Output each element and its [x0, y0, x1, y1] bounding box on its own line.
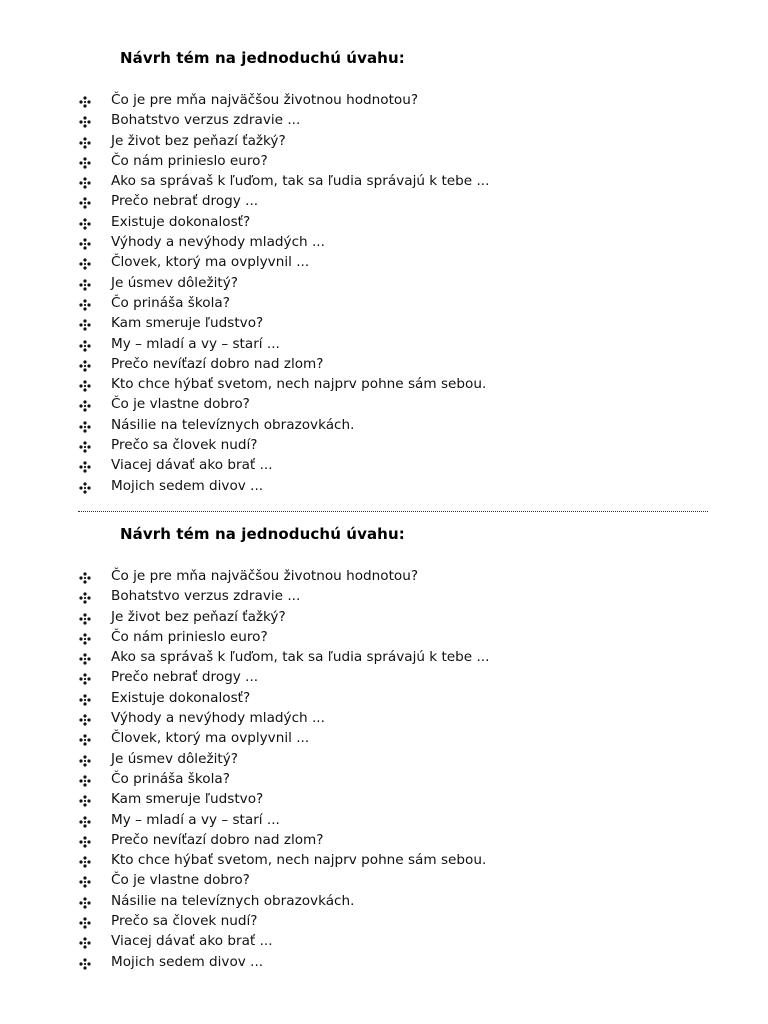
list-item-text: Ako sa správaš k ľuďom, tak sa ľudia správajú k tebe ... — [111, 173, 490, 190]
diamond-dots-icon — [79, 692, 91, 704]
list-item-text: Mojich sedem divov ... — [111, 477, 264, 494]
list-item-text: Mojich sedem divov ... — [111, 953, 264, 970]
list-item-text: Je úsmev dôležitý? — [111, 274, 238, 291]
list-item-text: Prečo nebrať drogy ... — [111, 669, 259, 686]
diamond-dots-icon — [79, 114, 91, 126]
list-item-text: Ako sa správaš k ľuďom, tak sa ľudia správajú k tebe ... — [111, 649, 490, 666]
diamond-dots-icon — [79, 814, 91, 826]
diamond-dots-icon — [79, 651, 91, 663]
list-item-text: Prečo sa človek nudí? — [111, 913, 258, 930]
list-item-text: Bohatstvo verzus zdravie ... — [111, 112, 301, 129]
diamond-dots-icon — [79, 277, 91, 289]
diamond-dots-icon — [79, 398, 91, 410]
diamond-dots-icon — [79, 753, 91, 765]
list-item-text: Viacej dávať ako brať ... — [111, 933, 273, 950]
list-item-text: Čo prináša škola? — [111, 294, 230, 311]
diamond-dots-icon — [79, 732, 91, 744]
list-item-text: Čo nám prinieslo euro? — [111, 152, 268, 169]
list-item-text: Kam smeruje ľudstvo? — [111, 315, 264, 332]
diamond-dots-icon — [79, 236, 91, 248]
list-item-text: Prečo sa človek nudí? — [111, 437, 258, 454]
diamond-dots-icon — [79, 358, 91, 370]
list-item-text: Násilie na televíznych obrazovkách. — [111, 416, 355, 433]
diamond-dots-icon — [79, 671, 91, 683]
list-item-text: Prečo nevíťazí dobro nad zlom? — [111, 831, 324, 848]
diamond-dots-icon — [79, 773, 91, 785]
list-item-text: Je život bez peňazí ťažký? — [111, 132, 286, 149]
list-item-text: Človek, ktorý ma ovplyvnil ... — [111, 254, 310, 271]
list-item-text: Čo nám prinieslo euro? — [111, 628, 268, 645]
diamond-dots-icon — [79, 135, 91, 147]
list-item-text: Výhody a nevýhody mladých ... — [111, 234, 325, 251]
list-item-text: Násilie na televíznych obrazovkách. — [111, 892, 355, 909]
topic-section-1 — [0, 47, 768, 494]
list-item-text: Čo prináša škola? — [111, 770, 230, 787]
diamond-dots-icon — [79, 94, 91, 106]
list-item-text: Je život bez peňazí ťažký? — [111, 608, 286, 625]
list-item-text: Čo je pre mňa najväčšou životnou hodnotou? — [111, 92, 419, 108]
diamond-dots-icon — [79, 611, 91, 623]
section-title: Návrh tém na jednoduchú úvahu: — [120, 49, 405, 67]
list-item-text: Výhody a nevýhody mladých ... — [111, 710, 325, 727]
list-item-text: Viacej dávať ako brať ... — [111, 457, 273, 474]
list-item-text: Je úsmev dôležitý? — [111, 750, 238, 767]
diamond-dots-icon — [79, 915, 91, 927]
diamond-dots-icon — [79, 155, 91, 167]
list-item-text: Kam smeruje ľudstvo? — [111, 791, 264, 808]
diamond-dots-icon — [79, 834, 91, 846]
diamond-dots-icon — [79, 419, 91, 431]
diamond-dots-icon — [79, 480, 91, 492]
list-item-text: Kto chce hýbať svetom, nech najprv pohne sám sebou. — [111, 376, 487, 393]
diamond-dots-icon — [79, 570, 91, 582]
list-item-text: Bohatstvo verzus zdravie ... — [111, 588, 301, 605]
diamond-dots-icon — [79, 216, 91, 228]
list-item-text: Človek, ktorý ma ovplyvnil ... — [111, 730, 310, 747]
diamond-dots-icon — [79, 956, 91, 968]
list-item-text: My – mladí a vy – starí ... — [111, 811, 280, 828]
list-item-text: Existuje dokonalosť? — [111, 213, 251, 230]
dotted-divider — [78, 511, 708, 512]
diamond-dots-icon — [79, 631, 91, 643]
list-item-text: Čo je vlastne dobro? — [111, 872, 250, 889]
list-item-text: Prečo nevíťazí dobro nad zlom? — [111, 355, 324, 372]
diamond-dots-icon — [79, 793, 91, 805]
diamond-dots-icon — [79, 175, 91, 187]
diamond-dots-icon — [79, 195, 91, 207]
diamond-dots-icon — [79, 874, 91, 886]
list-item-text: Kto chce hýbať svetom, nech najprv pohne sám sebou. — [111, 852, 487, 869]
diamond-dots-icon — [79, 712, 91, 724]
diamond-dots-icon — [79, 854, 91, 866]
list-item-text: My – mladí a vy – starí ... — [111, 335, 280, 352]
diamond-dots-icon — [79, 895, 91, 907]
list-item-text: Čo je pre mňa najväčšou životnou hodnotou? — [111, 568, 419, 584]
diamond-dots-icon — [79, 439, 91, 451]
section-title: Návrh tém na jednoduchú úvahu: — [120, 525, 405, 543]
list-item-text: Prečo nebrať drogy ... — [111, 193, 259, 210]
diamond-dots-icon — [79, 317, 91, 329]
diamond-dots-icon — [79, 935, 91, 947]
diamond-dots-icon — [79, 338, 91, 350]
diamond-dots-icon — [79, 378, 91, 390]
topic-section-2 — [0, 523, 768, 970]
list-item-text: Čo je vlastne dobro? — [111, 396, 250, 413]
diamond-dots-icon — [79, 459, 91, 471]
diamond-dots-icon — [79, 256, 91, 268]
diamond-dots-icon — [79, 590, 91, 602]
diamond-dots-icon — [79, 297, 91, 309]
list-item-text: Existuje dokonalosť? — [111, 689, 251, 706]
